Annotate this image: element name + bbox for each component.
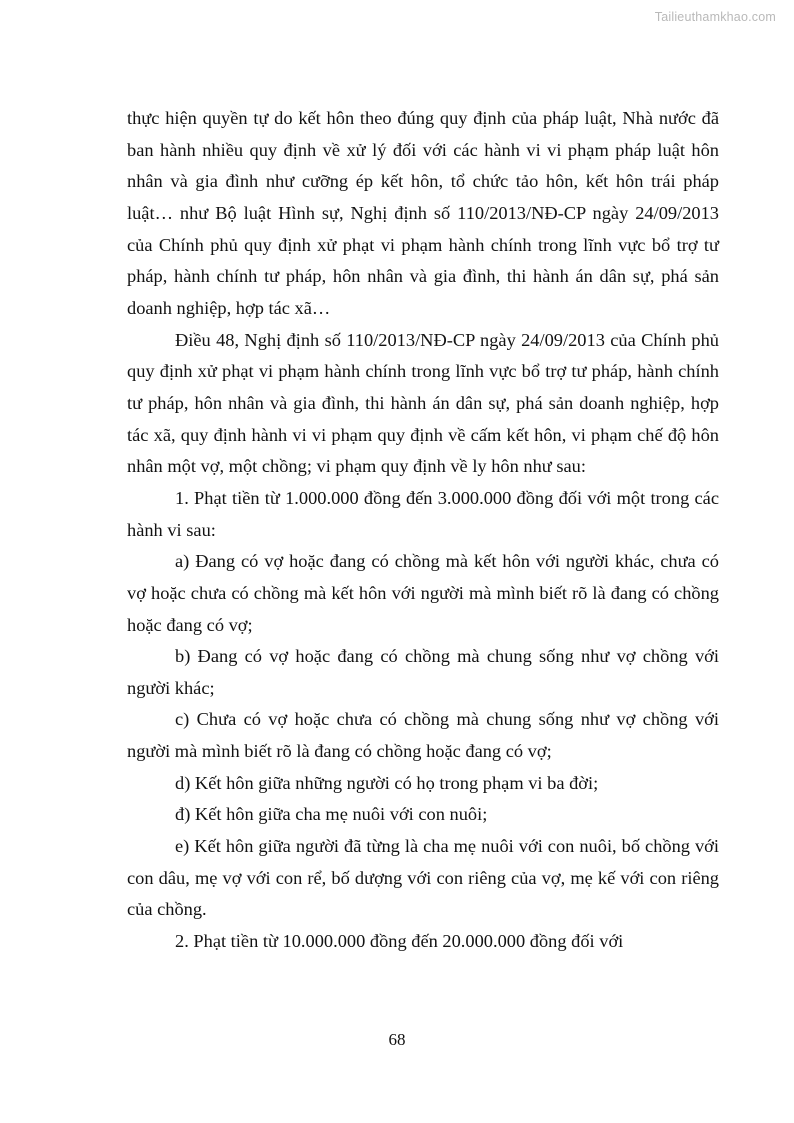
page-number: 68 [388, 1030, 406, 1049]
paragraph: 2. Phạt tiền từ 10.000.000 đồng đến 20.000.000 đồng đối với [175, 931, 624, 952]
paragraph: thực hiện quyền tự do kết hôn theo đúng quy định của pháp luật, Nhà nước đã ban hành nhiều quy định về xử lý đối với các hành vi vi phạm pháp luật hôn nhân và gia đình như cưỡng ép kết hôn, tổ chức tảo hôn, kết hôn trái pháp luật… như Bộ luật Hình sự, Nghị định số 110/2013/NĐ-CP ngày 24/09/2013 của Chính phủ quy định xử phạt vi phạm hành chính trong lĩnh vực bổ trợ tư pháp, hành chính tư pháp, hôn nhân và gia đình, thi hành án dân sự, phá sản doanh nghiệp, hợp tác xã… [127, 108, 719, 318]
paragraph: c) Chưa có vợ hoặc chưa có chồng mà chung sống như vợ chồng với người mà mình biết rõ là đang có chồng hoặc đang có vợ; [127, 709, 719, 762]
paragraph: Điều 48, Nghị định số 110/2013/NĐ-CP ngày 24/09/2013 của Chính phủ quy định xử phạt vi phạm hành chính trong lĩnh vực bổ trợ tư pháp, hành chính tư pháp, hôn nhân và gia đình, thi hành án dân sự, phá sản doanh nghiệp, hợp tác xã, quy định hành vi vi phạm quy định về cấm kết hôn, vi phạm chế độ hôn nhân một vợ, một chồng; vi phạm quy định về ly hôn như sau: [127, 329, 719, 477]
watermark-text: Tailieuthamkhao.com [654, 10, 776, 24]
paragraph: đ) Kết hôn giữa cha mẹ nuôi với con nuôi; [175, 804, 488, 825]
paragraph: e) Kết hôn giữa người đã từng là cha mẹ nuôi với con nuôi, bố chồng với con dâu, mẹ vợ với con rể, bố dượng với con riêng của vợ, mẹ kế với con riêng của chồng. [127, 836, 719, 920]
paragraph: b) Đang có vợ hoặc đang có chồng mà chung sống như vợ chồng với người khác; [127, 646, 719, 698]
paragraph: 1. Phạt tiền từ 1.000.000 đồng đến 3.000.000 đồng đối với một trong các hành vi sau: [127, 487, 719, 540]
paragraph: a) Đang có vợ hoặc đang có chồng mà kết hôn với người khác, chưa có vợ hoặc chưa có chồng mà kết hôn với người mà mình biết rõ là đang có chồng hoặc đang có vợ; [127, 551, 719, 635]
document-body [127, 103, 719, 958]
paragraph: d) Kết hôn giữa những người có họ trong phạm vi ba đời; [175, 772, 599, 793]
